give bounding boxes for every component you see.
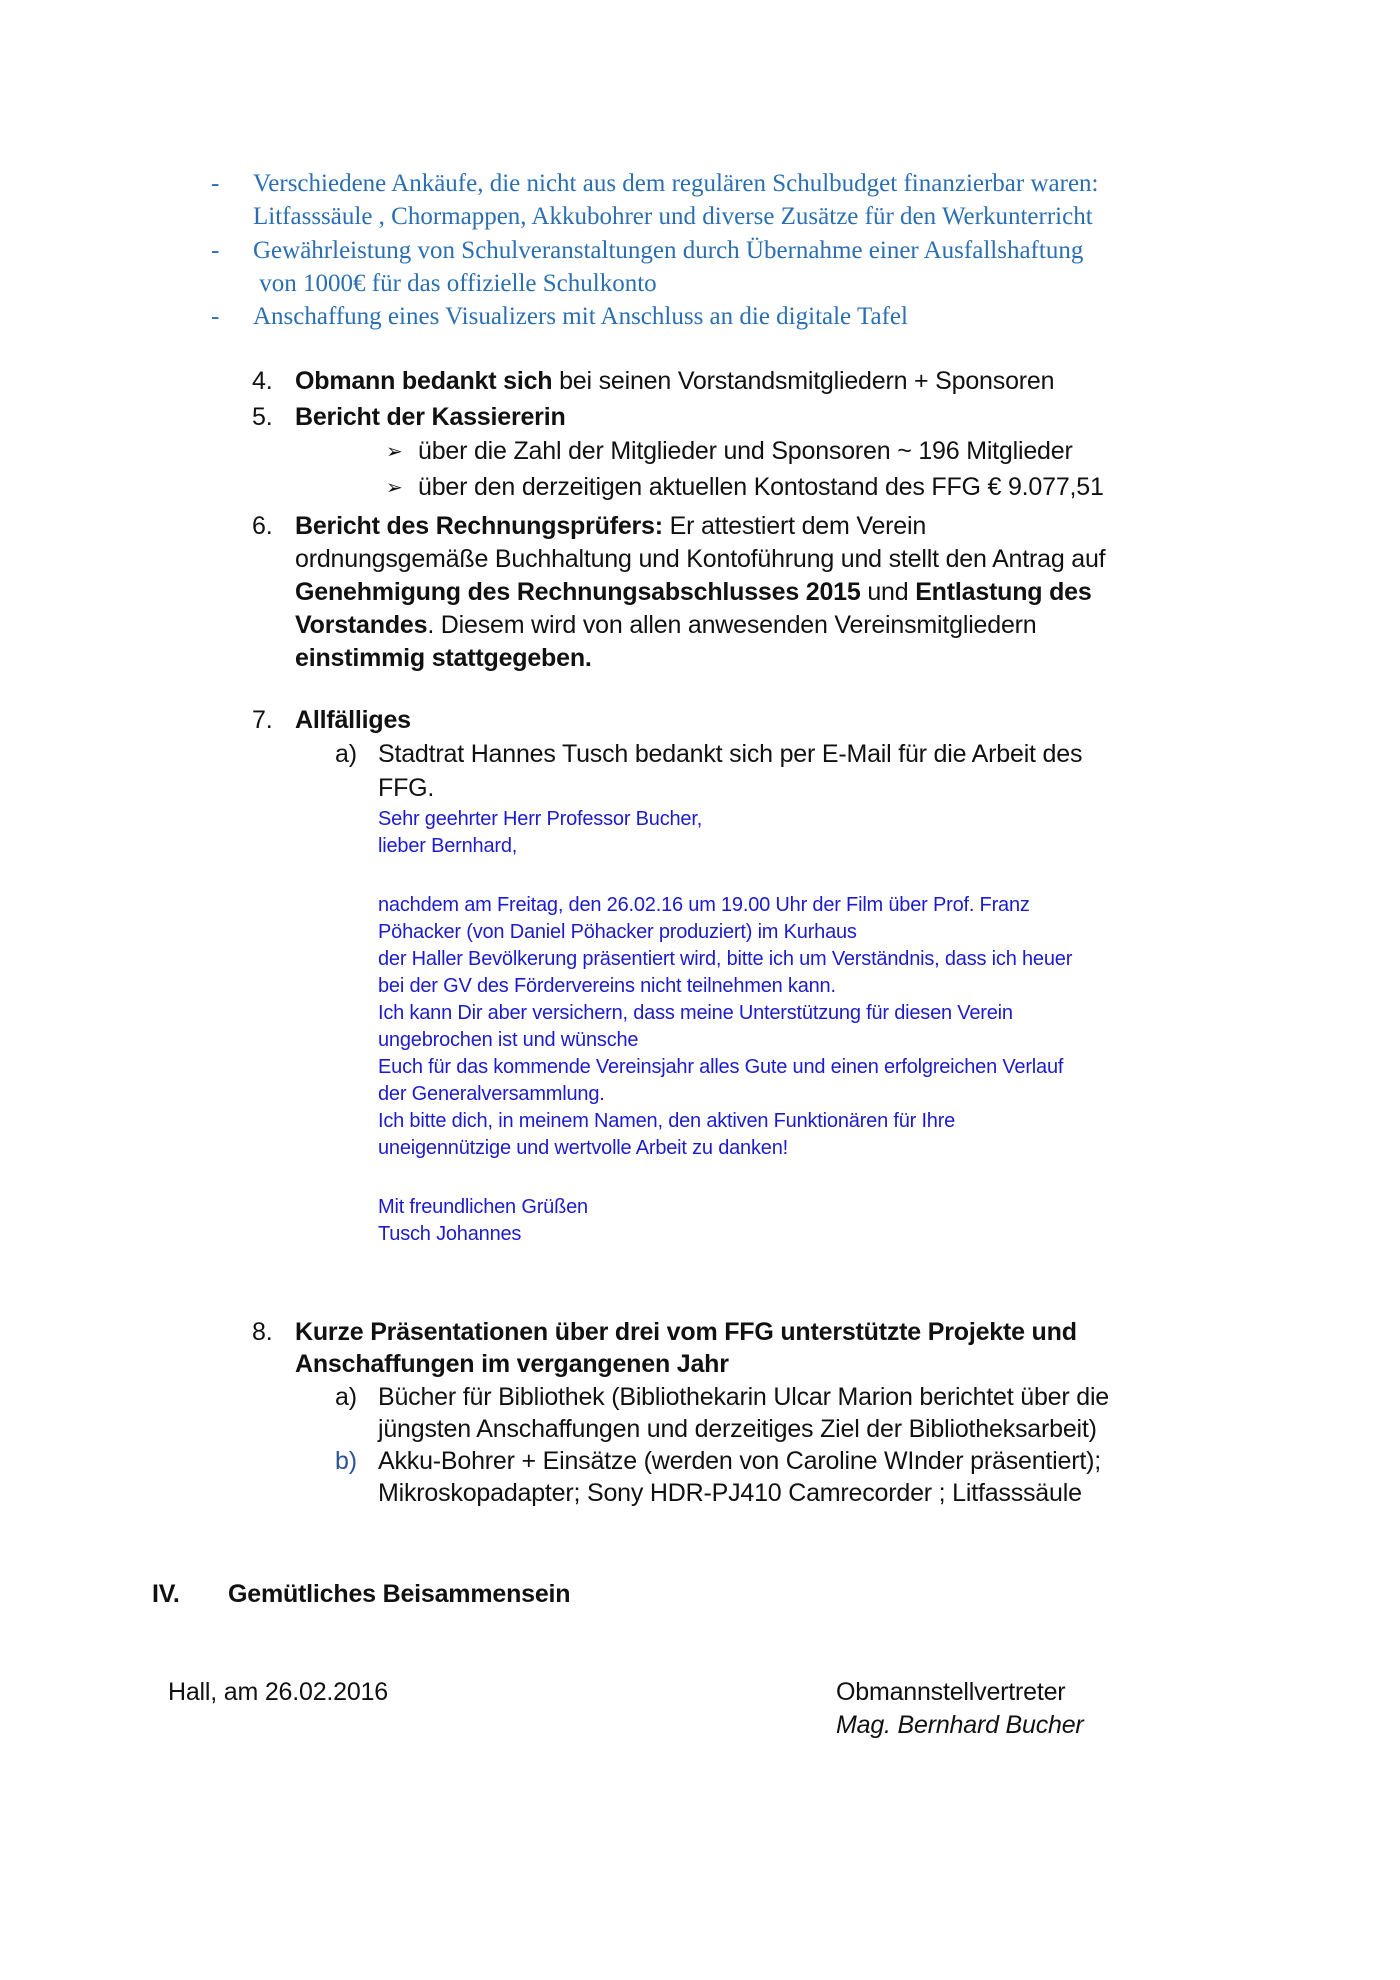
item-text [295, 514, 926, 539]
email-closing: Mit freundlichen Grüßen [378, 1196, 588, 1218]
item-rest: und [860, 578, 916, 606]
item-number: 8. [252, 1318, 273, 1346]
subitem-label: a) [335, 1383, 357, 1411]
subitem-text: über den derzeitigen aktuellen Kontostand des FFG € 9.077,51 [418, 473, 1104, 501]
email-line: Euch für das kommende Vereinsjahr alles Gute und einen erfolgreichen Verlauf [378, 1056, 1064, 1078]
subitem-label: b) [335, 1447, 357, 1475]
email-line: Sehr geehrter Herr Professor Bucher, [378, 808, 703, 830]
section-number: IV. [152, 1580, 180, 1608]
list-bullet: - [211, 303, 220, 330]
list-item-text: von 1000€ für das offizielle Schulkonto [253, 270, 657, 297]
item-text [295, 580, 1092, 605]
email-line: der Haller Bevölkerung präsentiert wird, bitte ich um Verständnis, dass ich heuer [378, 948, 1073, 970]
subitem-text: Akku-Bohrer + Einsätze (werden von Caroline WInder präsentiert); [378, 1447, 1101, 1475]
item-number: 4. [252, 367, 273, 395]
email-line: lieber Bernhard, [378, 835, 518, 857]
email-signature: Tusch Johannes [378, 1223, 522, 1245]
subitem-text: FFG. [378, 774, 435, 802]
item-number: 6. [252, 512, 273, 540]
arrow-bullet-icon: ➢ [386, 441, 403, 463]
item-text: ordnungsgemäße Buchhaltung und Kontoführung und stellt den Antrag auf [295, 545, 1106, 573]
email-line: Ich kann Dir aber versichern, dass meine Unterstützung für diesen Verein [378, 1002, 1013, 1024]
subitem-text: Bücher für Bibliothek (Bibliothekarin Ulcar Marion berichtet über die [378, 1383, 1109, 1411]
item-text [295, 369, 1054, 394]
email-line: Ich bitte dich, in meinem Namen, den aktiven Funktionären für Ihre [378, 1110, 956, 1132]
email-line: Pöhacker (von Daniel Pöhacker produziert) im Kurhaus [378, 921, 857, 943]
section-title: Gemütliches Beisammensein [228, 1580, 571, 1608]
place-date: Hall, am 26.02.2016 [168, 1678, 388, 1706]
list-bullet: - [211, 237, 220, 264]
item-text [295, 613, 1037, 638]
signer-role: Obmannstellvertreter [836, 1678, 1066, 1706]
item-title: Allfälliges [295, 706, 411, 734]
bold-phrase: Entlastung des [915, 578, 1092, 606]
subitem-label: a) [335, 740, 357, 768]
list-item-text: Gewährleistung von Schulveranstaltungen durch Übernahme einer Ausfallshaftung [253, 237, 1084, 264]
list-item-text: Anschaffung eines Visualizers mit Anschluss an die digitale Tafel [253, 303, 908, 330]
subitem-text: über die Zahl der Mitglieder und Sponsoren ~ 196 Mitglieder [418, 437, 1073, 465]
item-title: Bericht der Kassiererin [295, 403, 566, 431]
list-item-text: Litfasssäule , Chormappen, Akkubohrer und diverse Zusätze für den Werkunterricht [253, 203, 1093, 230]
item-rest: Er attestiert dem Verein [662, 512, 927, 540]
bold-phrase: Genehmigung des Rechnungsabschlusses 2015 [295, 578, 861, 606]
subitem-text: Stadtrat Hannes Tusch bedankt sich per E-Mail für die Arbeit des [378, 740, 1083, 768]
item-rest: . Diesem wird von allen anwesenden Vereinsmitgliedern [427, 611, 1037, 639]
item-rest: bei seinen Vorstandsmitgliedern + Sponsoren [552, 367, 1055, 395]
signer-name: Mag. Bernhard Bucher [836, 1711, 1084, 1739]
bold-phrase: einstimmig stattgegeben. [295, 644, 592, 672]
bold-phrase: Vorstandes [295, 611, 428, 639]
email-line: ungebrochen ist und wünsche [378, 1029, 639, 1051]
email-line: uneigennützige und wertvolle Arbeit zu danken! [378, 1137, 788, 1159]
subitem-text: Mikroskopadapter; Sony HDR-PJ410 Camrecorder ; Litfasssäule [378, 1479, 1082, 1507]
list-item-text: Verschiedene Ankäufe, die nicht aus dem regulären Schulbudget finanzierbar waren: [253, 170, 1099, 197]
list-bullet: - [211, 170, 220, 197]
item-title: Anschaffungen im vergangenen Jahr [295, 1350, 729, 1378]
item-number: 5. [252, 403, 273, 431]
item-title: Bericht des Rechnungsprüfers: [295, 512, 663, 540]
subitem-text: jüngsten Anschaffungen und derzeitiges Ziel der Bibliotheksarbeit) [378, 1415, 1097, 1443]
item-number: 7. [252, 706, 273, 734]
item-title: Obmann bedankt sich [295, 367, 553, 395]
email-line: bei der GV des Fördervereins nicht teilnehmen kann. [378, 975, 836, 997]
email-line: nachdem am Freitag, den 26.02.16 um 19.00 Uhr der Film über Prof. Franz [378, 894, 1030, 916]
item-title: Kurze Präsentationen über drei vom FFG unterstützte Projekte und [295, 1318, 1077, 1346]
email-line: der Generalversammlung. [378, 1083, 605, 1105]
arrow-bullet-icon: ➢ [386, 477, 403, 499]
